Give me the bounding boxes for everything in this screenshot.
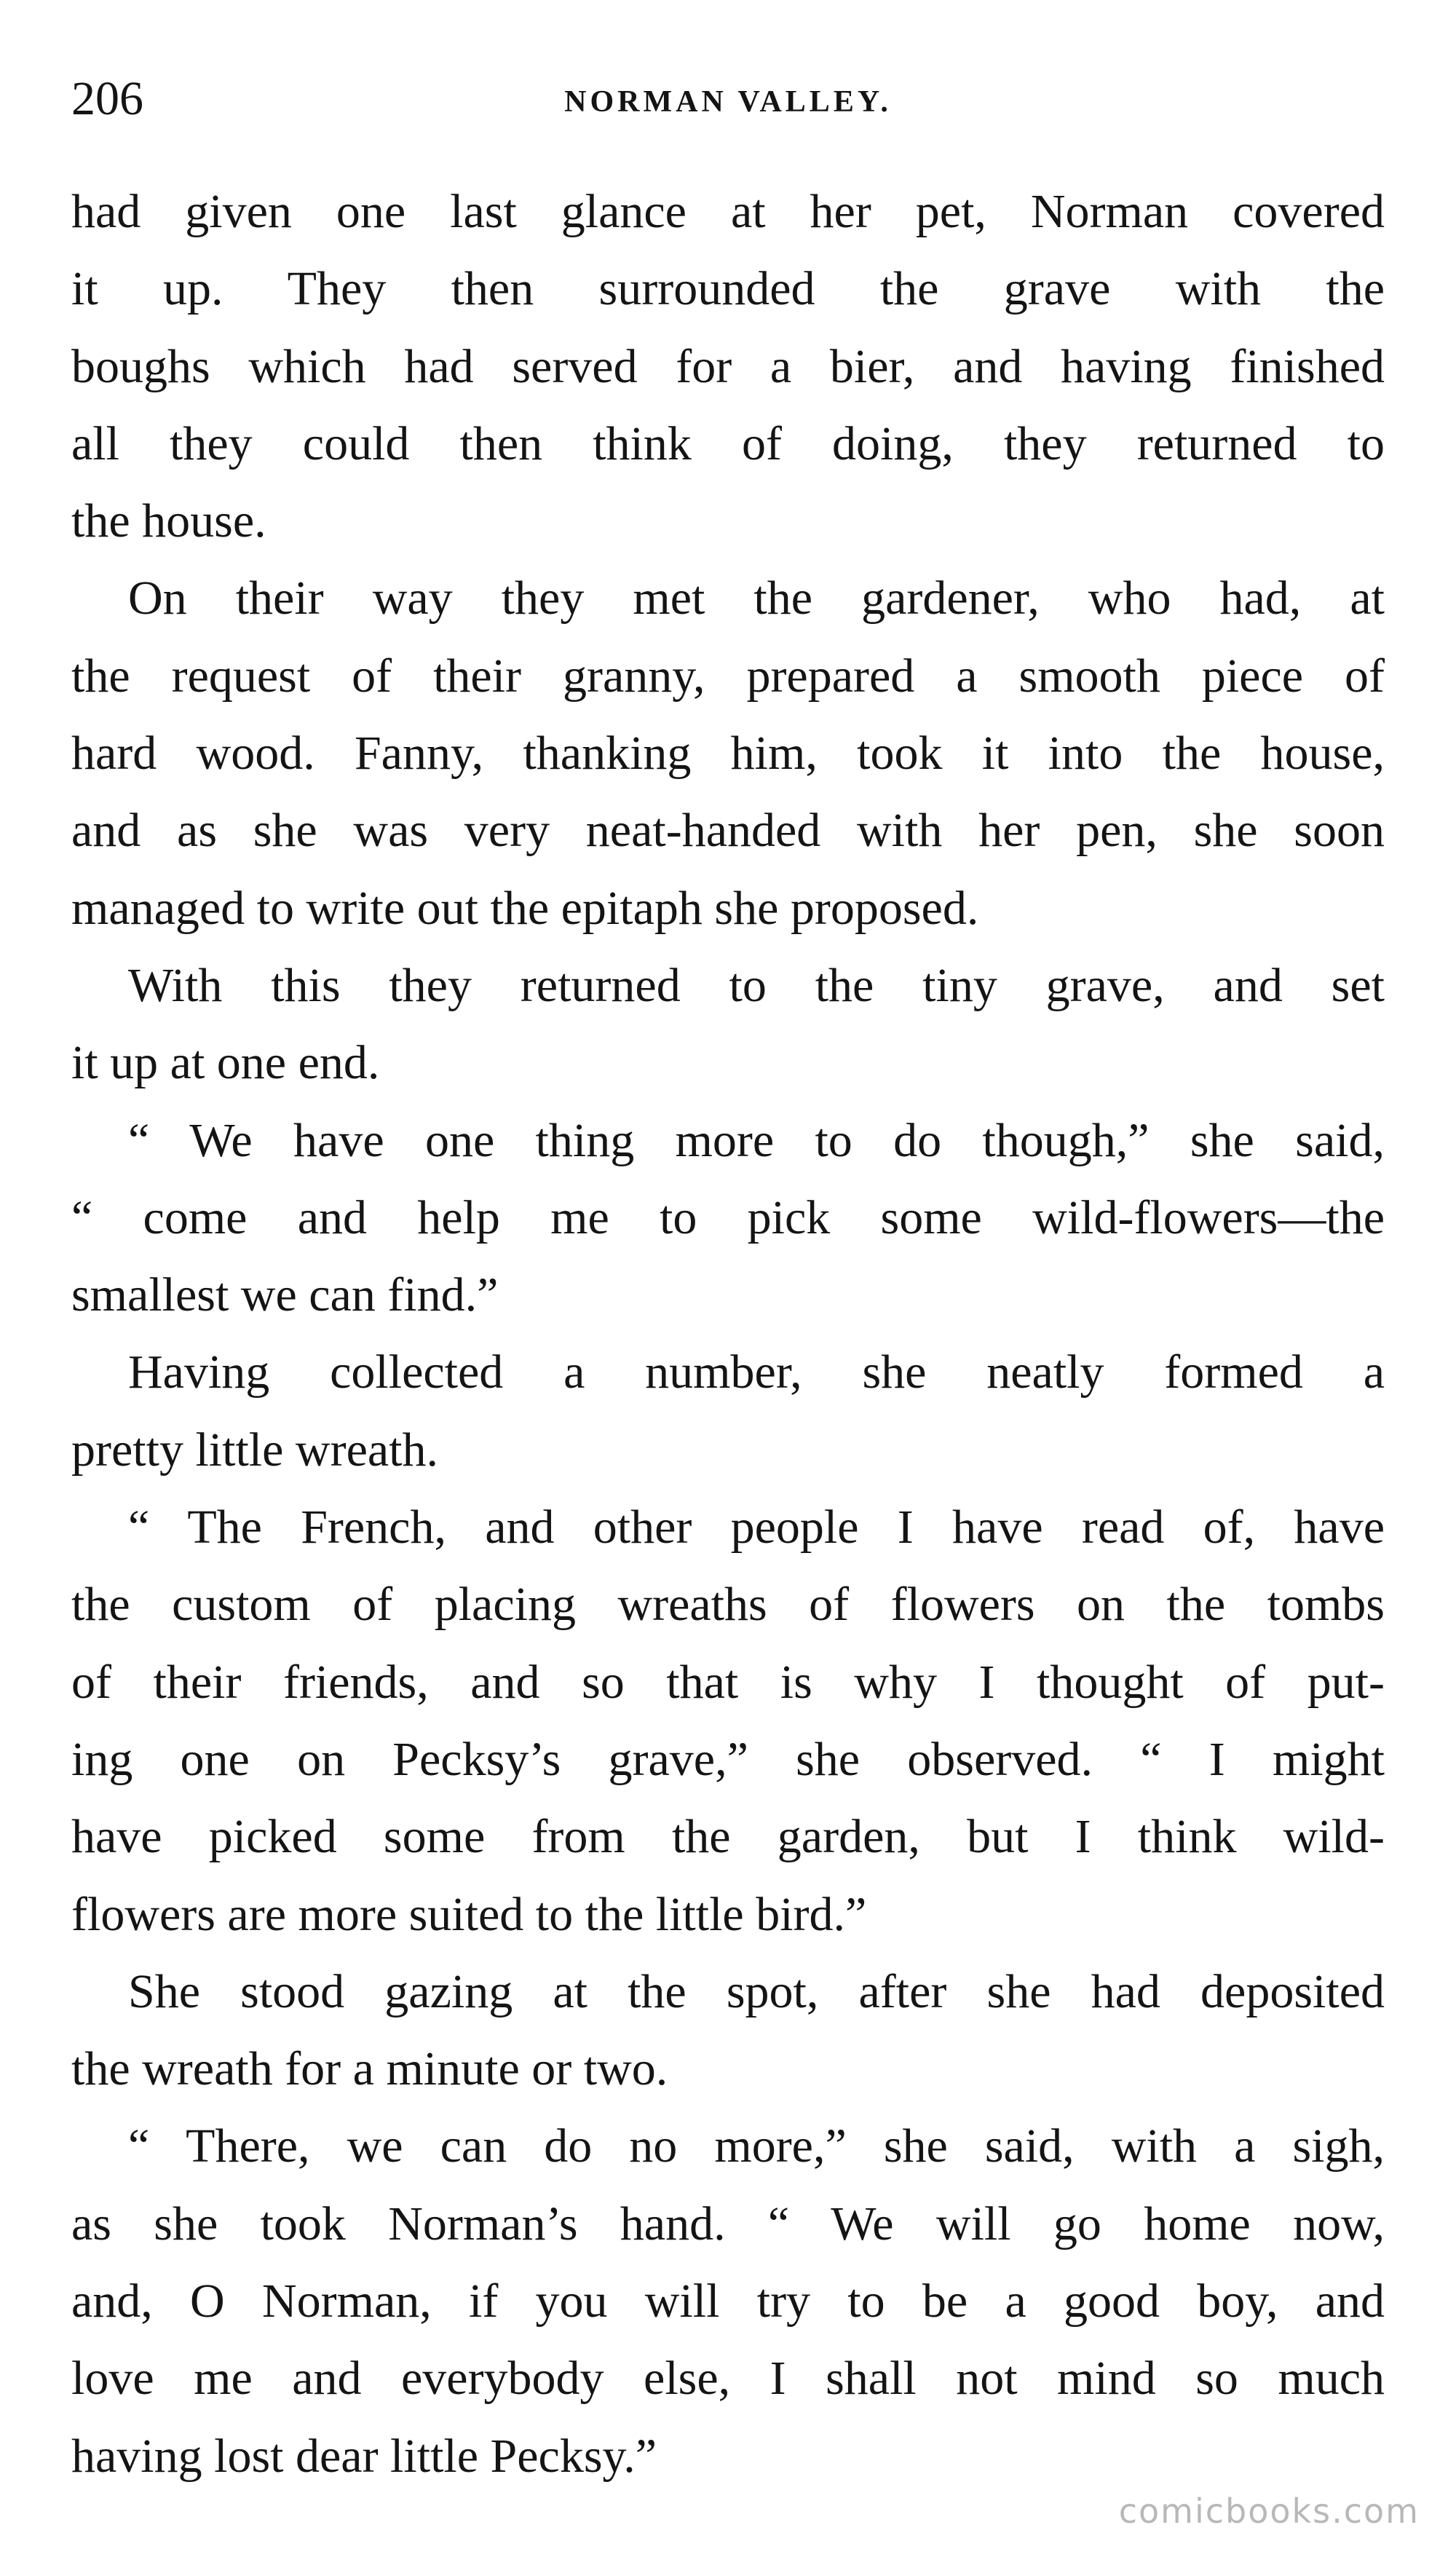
text-line: smallest we can find.” [71,1268,499,1322]
text-line: the house. [71,494,266,548]
text-line: pretty little wreath. [71,1423,438,1477]
text-line: the request of their granny, prepared a smooth piece of [71,649,1385,703]
text-line: having lost dear little Pecksy.” [71,2429,657,2483]
page-header [71,70,1385,128]
text-line: and as she was very neat-handed with her pen, she soon [71,804,1385,858]
text-line: managed to write out the epitaph she proposed. [71,881,979,935]
text-line: “ There, we can do no more,” she said, with a sigh, [128,2119,1385,2173]
text-line: boughs which had served for a bier, and having finished [71,339,1385,393]
text-line: the wreath for a minute or two. [71,2042,668,2096]
text-line: With this they returned to the tiny grave, and set [128,958,1385,1012]
text-line: “ come and help me to pick some wild-flowers—the [71,1190,1385,1244]
text-line: of their friends, and so that is why I thought of put- [71,1655,1385,1709]
text-line: “ We have one thing more to do though,” she said, [128,1113,1385,1167]
text-line: have picked some from the garden, but I think wild- [71,1810,1385,1864]
text-line: Having collected a number, she neatly formed a [128,1345,1385,1399]
text-line: it up at one end. [71,1036,380,1090]
text-line: She stood gazing at the spot, after she had deposited [128,1964,1385,2018]
text-line: as she took Norman’s hand. “ We will go home now, [71,2197,1385,2250]
text-line: it up. They then surrounded the grave with the [71,262,1385,316]
body-text [71,173,1385,2495]
text-line: and, O Norman, if you will try to be a good boy, and [71,2275,1385,2328]
text-line: all they could then think of doing, they returned to [71,416,1385,470]
text-line: had given one last glance at her pet, Norman covered [71,185,1385,238]
watermark: comicbooks.com [1118,2491,1420,2531]
text-line: “ The French, and other people I have read of, have [128,1501,1385,1554]
text-line: ing one on Pecksy’s grave,” she observed. “ I might [71,1732,1385,1786]
page-number: 206 [71,72,143,125]
text-line: hard wood. Fanny, thanking him, took it into the house, [71,727,1385,780]
text-line: flowers are more suited to the little bird.” [71,1887,867,1941]
text-line: On their way they met the gardener, who had, at [128,572,1385,625]
text-line: love me and everybody else, I shall not mind so much [71,2352,1385,2406]
text-line: the custom of placing wreaths of flowers on the tombs [71,1578,1385,1632]
running-head: NORMAN VALLEY. [564,85,892,119]
